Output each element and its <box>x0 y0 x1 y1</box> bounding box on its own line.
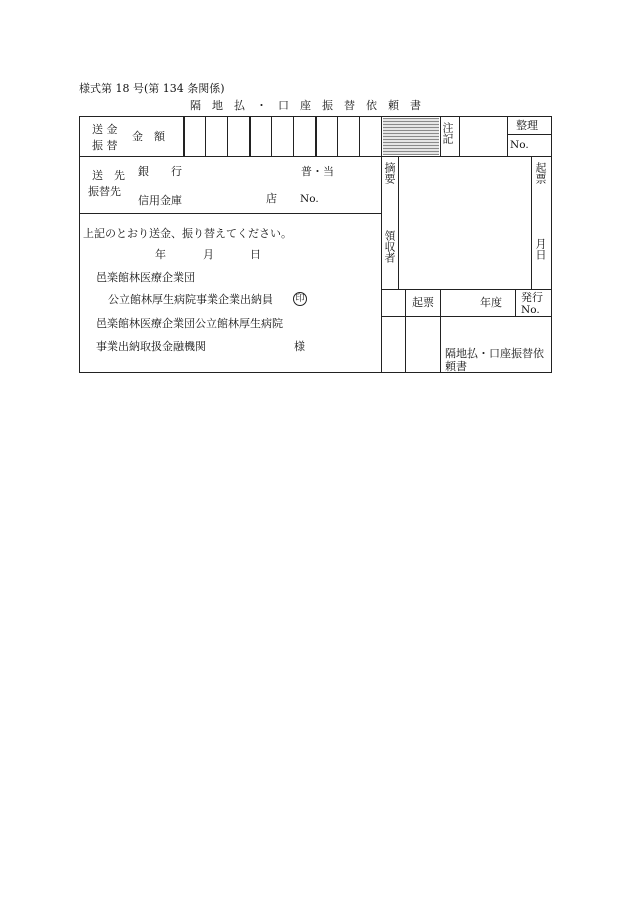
issue-no-label: No. <box>521 304 540 316</box>
seiri-no-label: No. <box>510 139 529 151</box>
kihyo-vertical-label: 起票 <box>534 162 547 184</box>
seal-mark: 印 <box>293 292 307 306</box>
year-label: 年 <box>155 248 166 261</box>
hatched-box <box>383 118 439 155</box>
transfer-label: 振 替 <box>92 139 118 152</box>
day-label: 日 <box>250 248 261 261</box>
send-label: 送 金 <box>92 123 118 136</box>
branch-label: 店 <box>266 192 277 205</box>
month-label: 月 <box>203 248 214 261</box>
hospital-line: 邑楽館林医療企業団公立館林厚生病院 <box>96 317 283 330</box>
summary-label: 摘要 <box>383 162 396 184</box>
amount-label: 金 額 <box>132 130 165 143</box>
kihyo-label: 起票 <box>412 296 434 309</box>
fiscal-year-label: 年度 <box>480 296 502 309</box>
footer-title: 隔地払・口座振替依頼書 <box>445 347 544 373</box>
transfer-to-label: 振替先 <box>88 185 121 198</box>
org-name: 邑楽館林医療企業団 <box>96 271 195 284</box>
seiri-label: 整理 <box>516 119 538 132</box>
treasurer-line: 公立館林厚生病院事業企業出納員 <box>108 293 273 306</box>
form-title: 隔 地 払 ・ 口 座 振 替 依 頼 書 <box>190 99 421 112</box>
send-to-label: 送 先 <box>92 169 125 182</box>
institution-line: 事業出納取扱金融機関 <box>96 340 206 353</box>
request-text: 上記のとおり送金、振り替えてください。 <box>83 227 292 240</box>
account-no-label: No. <box>300 193 319 205</box>
sama-label: 様 <box>294 340 305 353</box>
account-type-label: 普・当 <box>301 165 334 178</box>
credit-union-label: 信用金庫 <box>138 194 182 207</box>
issue-label: 発行 <box>521 291 543 304</box>
receiver-label: 領収者 <box>383 230 396 263</box>
form-number: 様式第 18 号(第 134 条関係) <box>79 82 225 95</box>
month-day-label: 月日 <box>534 238 547 260</box>
note-label: 注記 <box>441 122 454 144</box>
bank-label: 銀 行 <box>138 165 182 178</box>
